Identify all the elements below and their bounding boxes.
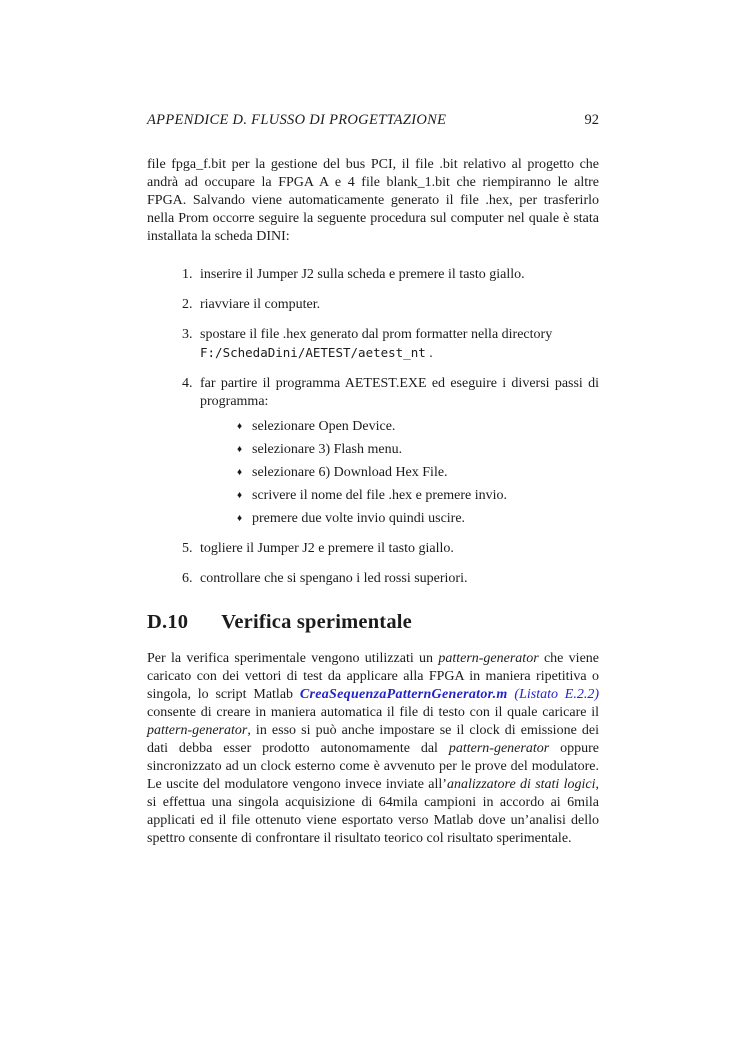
list-item-number: 3. xyxy=(182,327,193,342)
list-item-line: spostare il file .hex generato dal prom formatter nella directory xyxy=(200,327,553,342)
list-item-number: 5. xyxy=(182,541,193,556)
list-item-text: togliere il Jumper J2 e premere il tasto giallo. xyxy=(200,541,454,556)
diamond-bullet-icon: ♦ xyxy=(237,444,243,455)
sublist-item-text: premere due volte invio quindi uscire. xyxy=(252,511,466,526)
numbered-procedure-list xyxy=(147,266,599,588)
list-item xyxy=(147,570,599,588)
sublist-item xyxy=(200,418,599,436)
chapter-header-title: APPENDICE D. FLUSSO DI PROGETTAZIONE xyxy=(147,112,447,128)
list-item-number: 4. xyxy=(182,376,193,391)
body-paragraph xyxy=(147,650,599,848)
section-title: Verifica sperimentale xyxy=(221,611,412,633)
pattern-generator-term: pattern-generator xyxy=(448,741,550,756)
diamond-bullet-icon: ♦ xyxy=(237,513,243,524)
list-item-text: controllare che si spengano i led rossi superiori. xyxy=(200,571,468,586)
list-item xyxy=(147,540,599,558)
bullet-sublist xyxy=(200,418,599,528)
diamond-bullet-icon: ♦ xyxy=(237,467,243,478)
list-item-number: 2. xyxy=(182,297,193,312)
section-number: D.10 xyxy=(147,611,189,633)
body-text-segment: Per la verifica sperimentale vengono utilizzati un xyxy=(147,651,439,666)
sublist-item xyxy=(200,441,599,459)
sublist-item xyxy=(200,510,599,528)
body-text-segment: , in esso si può anche impostare se il clock di emissione dei dati debba esser prodotto autonomamente dal xyxy=(147,723,599,756)
body-text-segment: consente di creare in maniera automatica il file di testo con il quale caricare il xyxy=(147,705,599,720)
diamond-bullet-icon: ♦ xyxy=(237,490,243,501)
page-number: 92 xyxy=(584,112,599,128)
list-item-number: 6. xyxy=(182,571,193,586)
logic-analyzer-term: analizzatore di stati logici xyxy=(446,777,596,792)
list-item xyxy=(147,266,599,284)
body-text-segment: , si effettua una singola acquisizione di 64mila campioni in accordo ai 6mila applicati ed il file ottenuto viene esportato verso Matlab dove un’analisi dello spettro consente di confrontare il risultato teorico col risultato sperimentale. xyxy=(147,777,599,846)
text-block xyxy=(147,112,599,862)
pattern-generator-term: pattern-generator xyxy=(147,723,248,738)
matlab-script-link[interactable]: CreaSequenzaPatternGenerator.m xyxy=(299,687,508,702)
list-item-text xyxy=(200,375,599,528)
list-item-number: 1. xyxy=(182,267,193,282)
list-item-text xyxy=(200,326,599,363)
list-item-text: riavviare il computer. xyxy=(200,297,321,312)
sublist-item xyxy=(200,487,599,505)
sublist-item xyxy=(200,464,599,482)
sublist-item-text: selezionare 6) Download Hex File. xyxy=(252,465,448,480)
path-suffix: . xyxy=(425,346,433,361)
list-item xyxy=(147,296,599,314)
body-text-segment: che viene caricato con dei vettori di test da applicare alla FPGA in maniera ripetitiva o singola, lo script Matlab xyxy=(147,651,599,702)
diamond-bullet-icon: ♦ xyxy=(237,421,243,432)
running-header xyxy=(147,112,599,129)
sublist-item-text: scrivere il nome del file .hex e premere invio. xyxy=(252,488,508,503)
list-item xyxy=(147,375,599,528)
intro-paragraph: file fpga_f.bit per la gestione del bus PCI, il file .bit relativo al progetto che andrà ad occupare la FPGA A e 4 file blank_1.bit che riempiranno le altre FPGA. Salvando viene automaticamente generato il file .hex, per trasferirlo nella Prom occorre seguire la seguente procedura sul computer nel quale è stata installata la scheda DINI: xyxy=(147,157,599,244)
pattern-generator-term: pattern-generator xyxy=(438,651,539,666)
listing-reference-link[interactable]: (Listato E.2.2) xyxy=(514,687,599,702)
section-heading xyxy=(147,611,599,634)
directory-path: F:/SchedaDini/AETEST/aetest_nt xyxy=(200,345,426,360)
list-item xyxy=(147,326,599,363)
directory-path-line xyxy=(200,344,599,363)
sublist-item-text: selezionare 3) Flash menu. xyxy=(252,442,403,457)
sublist-item-text: selezionare Open Device. xyxy=(252,419,396,434)
list-item-text: inserire il Jumper J2 sulla scheda e premere il tasto giallo. xyxy=(200,267,525,282)
body-text-segment: oppure sincronizzato ad un clock esterno come è avvenuto per le prove del modulatore. Le uscite del modulatore vengono invece inviate all’ xyxy=(147,741,599,792)
list-item-line: far partire il programma AETEST.EXE ed eseguire i diversi passi di programma: xyxy=(200,376,599,409)
